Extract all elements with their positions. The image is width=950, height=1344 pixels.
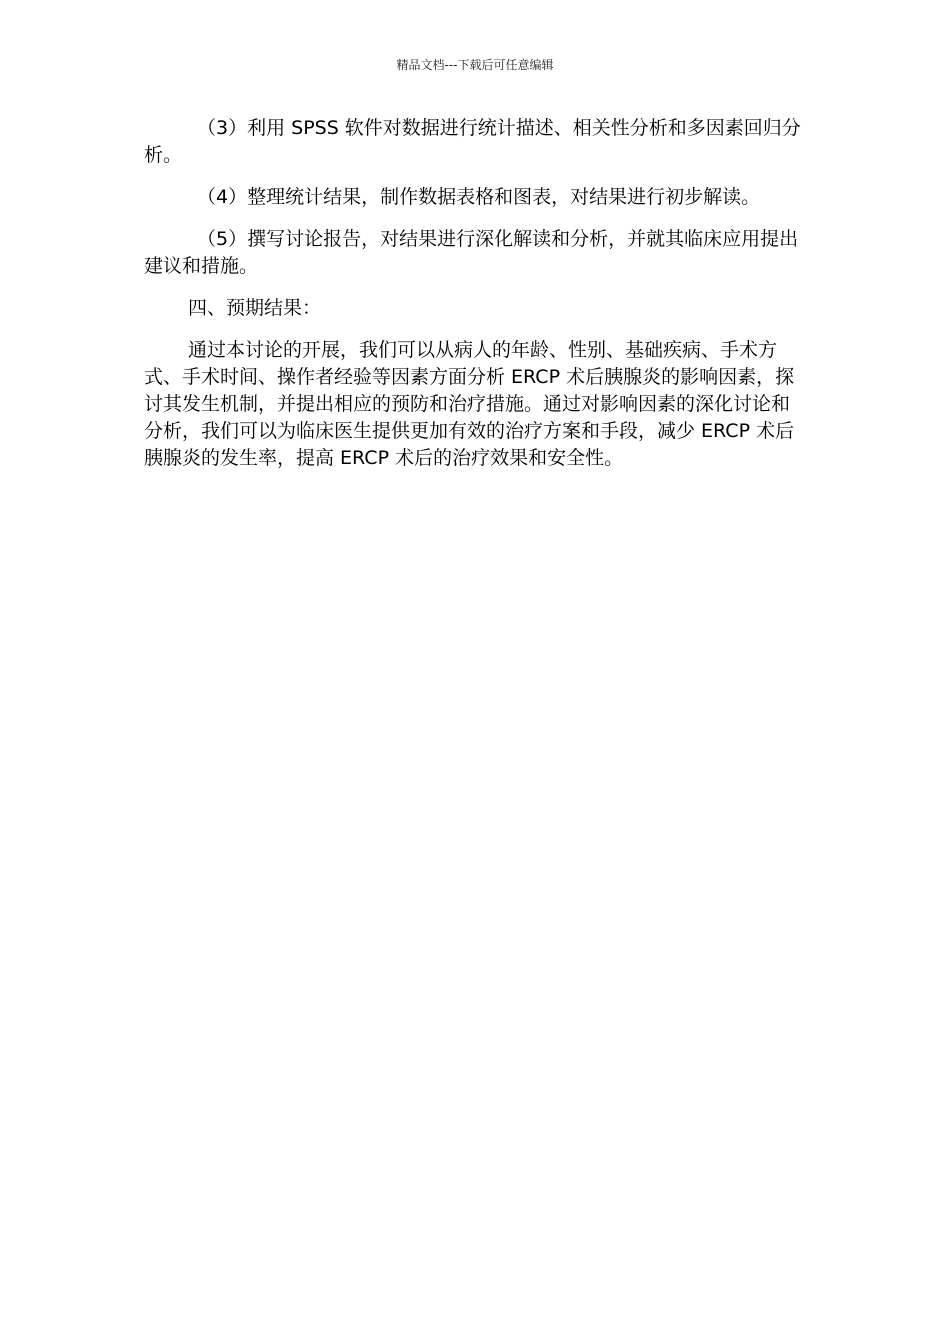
step-5-paragraph: （5）撰写讨论报告，对结果进行深化解读和分析，并就其临床应用提出建议和措施。: [144, 228, 799, 277]
section-heading-expected-results: 四、预期结果：: [188, 297, 322, 319]
page-header: 精品文档---下载后可任意编辑: [396, 58, 554, 72]
step-4-paragraph: （4）整理统计结果，制作数据表格和图表，对结果进行初步解读。: [197, 186, 761, 208]
step-3-paragraph: （3）利用 SPSS 软件对数据进行统计描述、相关性分析和多因素回归分析。: [144, 117, 801, 166]
expected-results-paragraph: 通过本讨论的开展，我们可以从病人的年龄、性别、基础疾病、手术方式、手术时间、操作者经验等因素方面分析 ERCP 术后胰腺炎的影响因素，探讨其发生机制，并提出相应的预防和治疗措施。通过对影响因素的深化讨论和分析，我们可以为临床医生提供更加有效的治疗方案和手段，减少 ERCP 术后胰腺炎的发生率，提高 ERCP 术后的治疗效果和安全性。: [144, 339, 795, 469]
document-body: [144, 115, 808, 487]
